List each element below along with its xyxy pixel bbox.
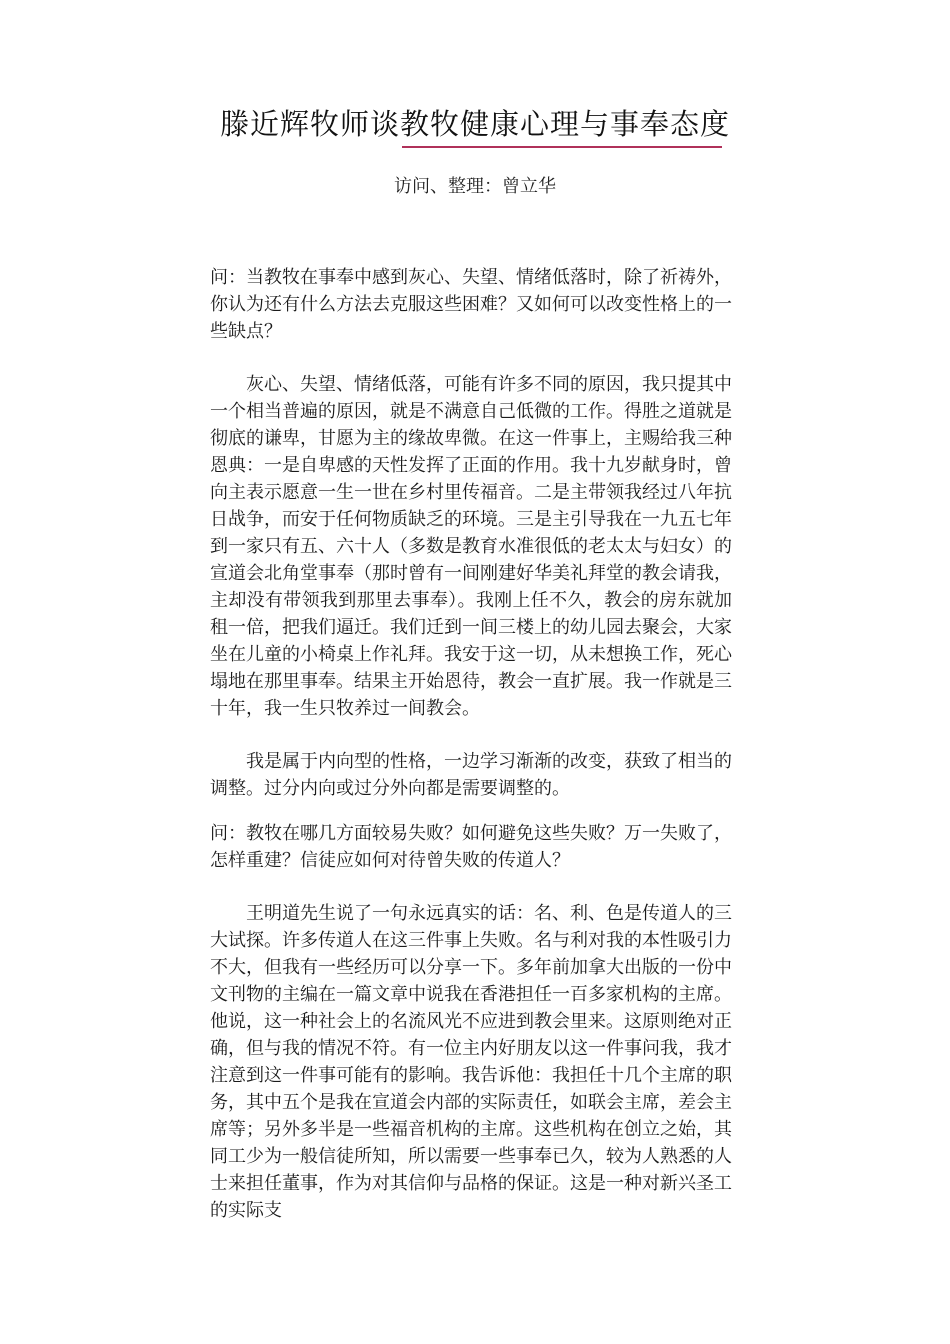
question-2: 问：教牧在哪几方面较易失败？如何避免这些失败？万一失败了，怎样重建？信徒应如何对待曾失败的传道人？ — [210, 823, 732, 871]
question-1: 问：当教牧在事奉中感到灰心、失望、情绪低落时，除了祈祷外，你认为还有什么方法去克服这些困难？又如何可以改变性格上的一些缺点？ — [210, 267, 732, 342]
answer-1-paragraph-1: 灰心、失望、情绪低落，可能有许多不同的原因，我只提其中一个相当普遍的原因，就是不满意自己低微的工作。得胜之道就是彻底的谦卑，甘愿为主的缘故卑微。在这一件事上，主赐给我三种恩典：一是自卑感的天性发挥了正面的作用。我十九岁献身时，曾向主表示愿意一生一世在乡村里传福音。二是主带领我经过八年抗日战争，而安于任何物质缺乏的环境。三是主引导我在一九五七年到一家只有五、六十人（多数是教育水准很低的老太太与妇女）的宣道会北角堂事奉（那时曾有一间刚建好华美礼拜堂的教会请我，主却没有带领我到那里去事奉）。我刚上任不久，教会的房东就加租一倍，把我们逼迁。我们迁到一间三楼上的幼儿园去聚会，大家坐在儿童的小椅桌上作礼拜。我安于这一切，从未想换工作，死心塌地在那里事奉。结果主开始恩待，教会一直扩展。我一作就是三十年，我一生只牧养过一间教会。 — [210, 374, 732, 719]
document-title: 滕近辉牧师谈教牧健康心理与事奉态度 — [219, 107, 730, 141]
paragraph-gap — [210, 722, 732, 748]
answer-2-paragraph-1: 王明道先生说了一句永远真实的话：名、利、色是传道人的三大试探。许多传道人在这三件事上失败。名与利对我的本性吸引力不大，但我有一些经历可以分享一下。多年前加拿大出版的一份中文刊物的主编在一篇文章中说我在香港担任一百多家机构的主席。他说，这一种社会上的名流风光不应进到教会里来。这原则绝对正确，但与我的情况不符。有一位主内好朋友以这一件事问我，我才注意到这一件事可能有的影响。我告诉他：我担任十几个主席的职务，其中五个是我在宣道会内部的实际责任，如联会主席，差会主席等；另外多半是一些福音机构的主席。这些机构在创立之始，其同工少为一般信徒所知，所以需要一些事奉已久，较为人熟悉的人士来担任董事，作为对其信仰与品格的保证。这是一种对新兴圣工的实际支 — [210, 903, 732, 1221]
document-byline: 访问、整理：曾立华 — [394, 176, 556, 197]
title-underline — [402, 146, 722, 148]
qa-section-1 — [210, 264, 732, 802]
answer-1-paragraph-2: 我是属于内向型的性格，一边学习渐渐的改变，获致了相当的调整。过分内向或过分外向都是需要调整的。 — [210, 751, 732, 799]
paragraph-gap — [210, 874, 732, 900]
paragraph-gap — [210, 345, 732, 371]
qa-section-2 — [210, 820, 732, 1224]
